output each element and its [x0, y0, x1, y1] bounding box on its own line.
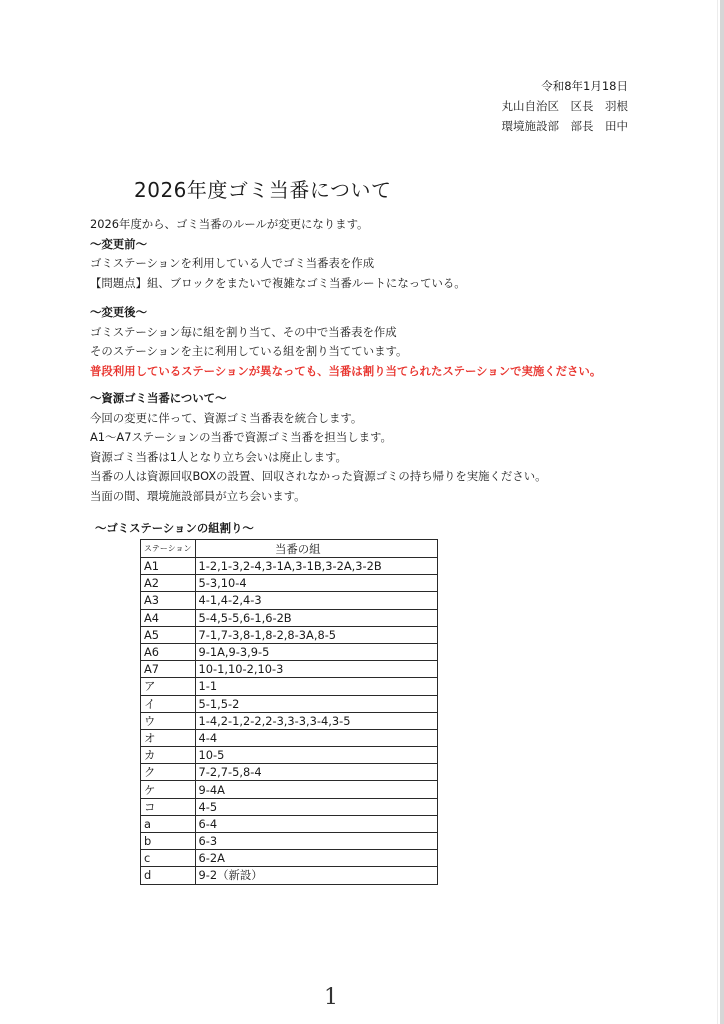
table-body	[141, 558, 438, 885]
table-row	[141, 678, 438, 695]
group-cell: 4-5	[195, 798, 437, 815]
scan-edge	[720, 0, 724, 1024]
station-cell: d	[141, 867, 196, 884]
resource-line: A1～A7ステーションの当番で資源ゴミ当番を担当します。	[90, 430, 392, 444]
group-cell: 7-2,7-5,8-4	[195, 764, 437, 781]
group-cell: 5-4,5-5,6-1,6-2B	[195, 609, 437, 626]
station-cell: b	[141, 833, 196, 850]
table-row	[141, 850, 438, 867]
group-cell: 9-1A,9-3,9-5	[195, 643, 437, 660]
station-cell: ウ	[141, 712, 196, 729]
station-cell: c	[141, 850, 196, 867]
intro-text: 2026年度から、ゴミ当番のルールが変更になります。	[90, 217, 369, 231]
table-row	[141, 661, 438, 678]
before-heading: ～変更前～	[90, 236, 147, 251]
group-cell: 10-1,10-2,10-3	[195, 661, 437, 678]
scan-edge-line	[717, 0, 718, 1024]
table-row	[141, 747, 438, 764]
station-group-table	[140, 539, 438, 885]
station-cell: ク	[141, 764, 196, 781]
header-date: 令和8年1月18日	[541, 79, 628, 93]
station-cell: A7	[141, 661, 196, 678]
group-cell: 7-1,7-3,8-1,8-2,8-3A,8-5	[195, 626, 437, 643]
header-block	[502, 76, 629, 136]
station-cell: A3	[141, 592, 196, 609]
station-cell: A1	[141, 558, 196, 575]
table-row	[141, 643, 438, 660]
station-cell: A2	[141, 575, 196, 592]
header-station: ステーション	[141, 540, 196, 558]
header-line-2: 環境施設部 部長 田中	[501, 119, 628, 133]
after-line-1: ゴミステーション毎に組を割り当て、その中で当番表を作成	[90, 324, 397, 339]
page-title: 2026年度ゴミ当番について	[134, 178, 392, 202]
table-row	[141, 833, 438, 850]
group-cell: 10-5	[195, 747, 437, 764]
station-cell: A4	[141, 609, 196, 626]
station-cell: A5	[141, 626, 196, 643]
group-cell: 1-1	[195, 678, 437, 695]
table-row	[141, 781, 438, 798]
group-cell: 1-4,2-1,2-2,2-3,3-3,3-4,3-5	[195, 712, 437, 729]
header-group: 当番の組	[195, 540, 437, 558]
table-row	[141, 695, 438, 712]
group-cell: 6-4	[195, 815, 437, 832]
table-row	[141, 575, 438, 592]
station-cell: オ	[141, 729, 196, 746]
section-after	[90, 303, 690, 381]
page-number: 1	[324, 985, 338, 1010]
table-row	[141, 798, 438, 815]
station-cell: カ	[141, 747, 196, 764]
table-row	[141, 609, 438, 626]
group-cell: 6-2A	[195, 850, 437, 867]
table-row	[141, 712, 438, 729]
table-row	[141, 592, 438, 609]
group-cell: 5-3,10-4	[195, 575, 437, 592]
station-cell: A6	[141, 643, 196, 660]
group-cell: 9-4A	[195, 781, 437, 798]
resource-line: 当面の間、環境施設部員が立ち会います。	[90, 488, 306, 503]
station-cell: イ	[141, 695, 196, 712]
table-title: ～ゴミステーションの組割り～	[95, 521, 254, 535]
resource-heading: ～資源ゴミ当番について～	[90, 391, 227, 405]
group-cell: 6-3	[195, 833, 437, 850]
table-row	[141, 764, 438, 781]
after-warning: 普段利用しているステーションが異なっても、当番は割り当てられたステーションで実施ください。	[90, 363, 602, 378]
section-resource	[90, 389, 690, 506]
station-cell: ア	[141, 678, 196, 695]
before-line-2: 【問題点】組、ブロックをまたいで複雑なゴミ当番ルートになっている。	[90, 275, 466, 290]
resource-line: 当番の人は資源回収BOXの設置、回収されなかった資源ゴミの持ち帰りを実施ください。	[90, 469, 547, 483]
group-cell: 4-1,4-2,4-3	[195, 592, 437, 609]
group-cell: 9-2（新設）	[195, 867, 437, 884]
table-header-row	[141, 540, 438, 558]
resource-line: 今回の変更に伴って、資源ゴミ当番表を統合します。	[90, 410, 363, 425]
table-row	[141, 815, 438, 832]
group-cell: 4-4	[195, 729, 437, 746]
table-row	[141, 867, 438, 884]
section-before	[90, 215, 690, 293]
table-row	[141, 729, 438, 746]
after-heading: ～変更後～	[90, 305, 147, 319]
table-row	[141, 626, 438, 643]
station-cell: ケ	[141, 781, 196, 798]
resource-line: 資源ゴミ当番は1人となり立ち会いは廃止します。	[90, 449, 347, 464]
before-line-1: ゴミステーションを利用している人でゴミ当番表を作成	[90, 256, 375, 270]
station-cell: コ	[141, 798, 196, 815]
after-line-2: そのステーションを主に利用している組を割り当てています。	[90, 344, 408, 358]
group-cell: 1-2,1-3,2-4,3-1A,3-1B,3-2A,3-2B	[195, 558, 437, 575]
table-row	[141, 558, 438, 575]
header-line-1: 丸山自治区 区長 羽根	[501, 99, 628, 113]
station-cell: a	[141, 815, 196, 832]
group-cell: 5-1,5-2	[195, 695, 437, 712]
